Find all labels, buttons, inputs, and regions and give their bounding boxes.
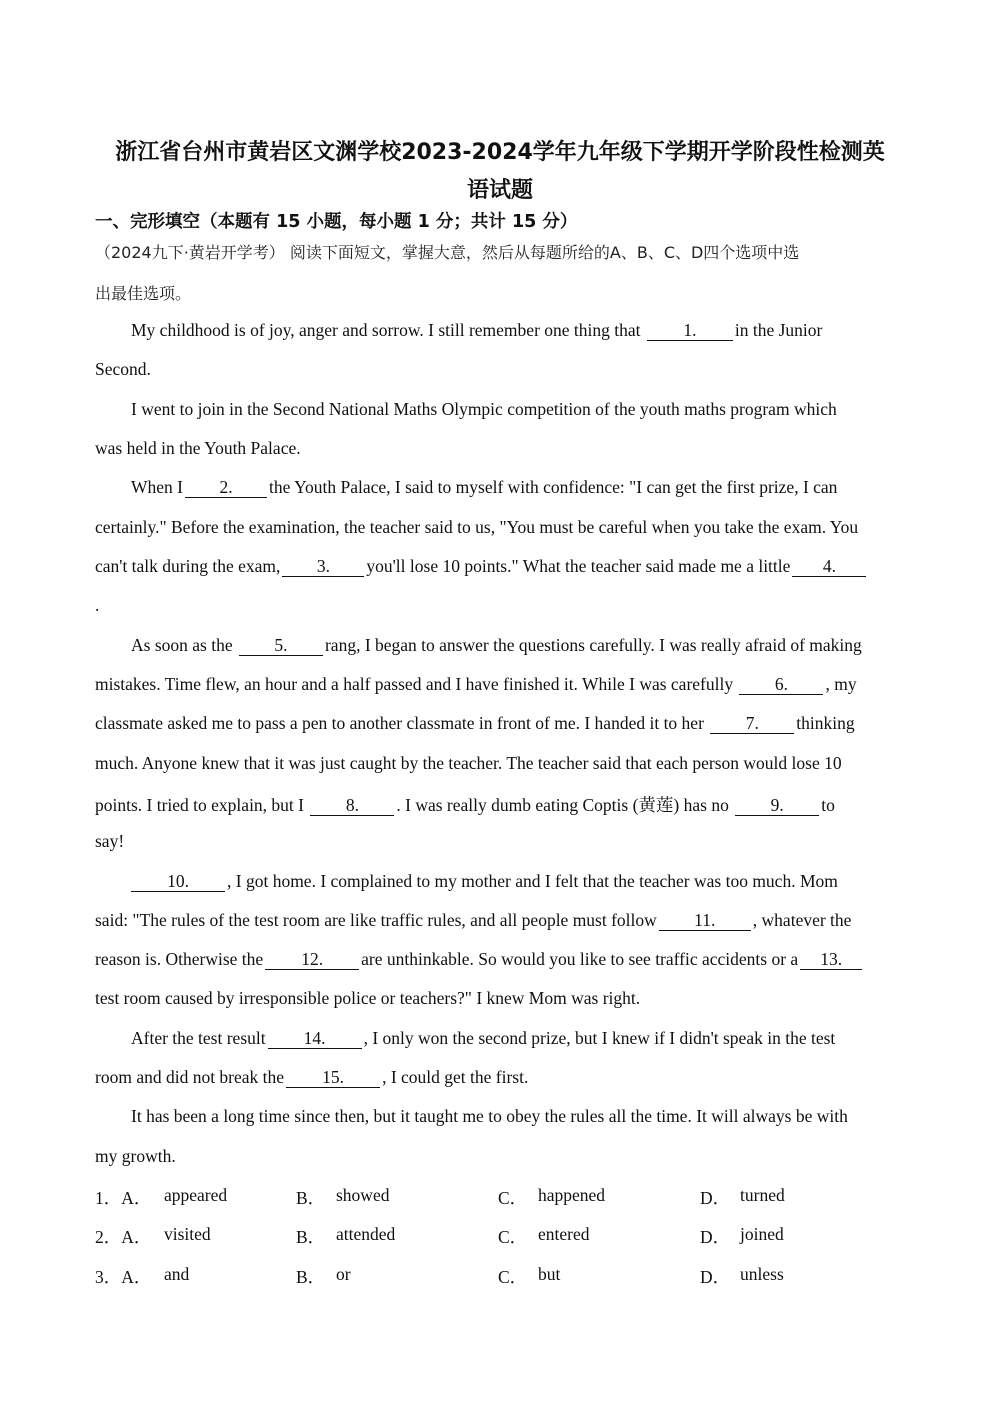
option-d-label: D．	[700, 1227, 731, 1247]
passage-line	[95, 792, 910, 817]
title-line-2: 语试题	[466, 178, 533, 203]
passage-text: points. I tried to explain, but I	[95, 795, 304, 815]
blank-6: 6.	[739, 675, 823, 695]
passage-text: , my	[825, 674, 857, 694]
option-b[interactable]: attended	[336, 1224, 396, 1244]
option-number: 3．A．	[95, 1267, 152, 1287]
question-options-2	[95, 1224, 905, 1248]
question-options-1	[95, 1185, 905, 1209]
blank-3: 3.	[282, 557, 364, 577]
option-b[interactable]: showed	[336, 1185, 390, 1205]
passage-line: was held in the Youth Palace.	[95, 438, 301, 458]
passage-line	[131, 477, 946, 498]
option-a[interactable]: visited	[164, 1224, 211, 1244]
blank-13: 13.	[800, 950, 862, 970]
blank-8: 8.	[310, 796, 394, 816]
section-heading: 一、完形填空（本题有 15 小题，每小题 1 分；共计 15 分）	[95, 212, 578, 232]
option-a[interactable]: and	[164, 1264, 190, 1284]
passage-text: can't talk during the exam,	[95, 556, 281, 576]
passage-text: As soon as the	[131, 635, 233, 655]
passage-text: said: "The rules of the test room are like traffic rules, and all people must follow	[95, 910, 657, 930]
passage-text: . I was really dumb eating Coptis (黄莲) has no	[396, 795, 729, 815]
option-b-label: B．	[296, 1188, 326, 1208]
passage-text: rang, I began to answer the questions carefully. I was really afraid of making	[324, 635, 862, 655]
blank-11: 11.	[659, 911, 751, 931]
passage-line	[95, 556, 910, 577]
passage-text: My childhood is of joy, anger and sorrow. I still remember one thing that	[131, 320, 641, 340]
passage-text: room and did not break the	[95, 1067, 285, 1087]
blank-7: 7.	[710, 714, 794, 734]
blank-4: 4.	[792, 557, 866, 577]
passage-text: reason is. Otherwise the	[95, 949, 264, 969]
option-d-label: D．	[700, 1267, 731, 1287]
exam-title	[95, 134, 905, 210]
passage-text: in the Junior	[734, 320, 823, 340]
passage-line: test room caused by irresponsible police or teachers?" I knew Mom was right.	[95, 988, 641, 1008]
passage-line: say!	[95, 831, 125, 851]
option-b[interactable]: or	[336, 1264, 351, 1284]
passage-line: Second.	[95, 359, 151, 379]
passage-line	[95, 949, 910, 970]
passage-line: my growth.	[95, 1146, 176, 1166]
passage-text: classmate asked me to pass a pen to another classmate in front of me. I handed it to her	[95, 713, 704, 733]
blank-12: 12.	[265, 950, 359, 970]
passage-text: , whatever the	[752, 910, 852, 930]
passage-text: , I only won the second prize, but I knew if I didn't speak in the test	[363, 1028, 836, 1048]
blank-14: 14.	[268, 1029, 362, 1049]
passage-line	[95, 713, 910, 734]
option-c-label: C．	[498, 1188, 528, 1208]
blank-5: 5.	[239, 636, 323, 656]
passage-text: the Youth Palace, I said to myself with confidence: "I can get the first prize, I can	[269, 477, 838, 497]
passage-text: to	[821, 795, 835, 815]
passage-line	[131, 635, 946, 656]
option-b-label: B．	[296, 1227, 326, 1247]
passage-line	[131, 1028, 946, 1049]
instructions-line-1: （2024九下·黄岩开学考） 阅读下面短文，掌握大意，然后从每题所给的A、B、C、D四个选项中选	[95, 243, 800, 262]
option-c[interactable]: but	[538, 1264, 561, 1284]
blank-15: 15.	[286, 1068, 380, 1088]
passage-line	[131, 871, 946, 892]
option-c-label: C．	[498, 1227, 528, 1247]
passage-line: certainly." Before the examination, the teacher said to us, "You must be careful when you take the exam. You	[95, 517, 859, 537]
blank-1: 1.	[647, 321, 733, 341]
option-a[interactable]: appeared	[164, 1185, 228, 1205]
passage-line	[95, 910, 910, 931]
blank-10: 10.	[131, 872, 225, 892]
passage-text: thinking	[796, 713, 855, 733]
option-c-label: C．	[498, 1267, 528, 1287]
option-d[interactable]: turned	[740, 1185, 785, 1205]
instructions-line-2: 出最佳选项。	[95, 284, 192, 303]
passage-text: are unthinkable. So would you like to see traffic accidents or a	[361, 949, 799, 969]
passage-line: I went to join in the Second National Maths Olympic competition of the youth maths program which	[131, 399, 837, 419]
passage-line: It has been a long time since then, but it taught me to obey the rules all the time. It will always be with	[131, 1106, 848, 1126]
passage-text: , I got home. I complained to my mother and I felt that the teacher was too much. Mom	[227, 871, 838, 891]
option-d-label: D．	[700, 1188, 731, 1208]
option-d[interactable]: unless	[740, 1264, 784, 1284]
blank-2: 2.	[185, 478, 267, 498]
option-c[interactable]: happened	[538, 1185, 606, 1205]
passage-line	[95, 674, 910, 695]
option-d[interactable]: joined	[740, 1224, 784, 1244]
passage-text: you'll lose 10 points." What the teacher said made me a little	[366, 556, 791, 576]
passage-text: When I	[131, 477, 183, 497]
passage-text: mistakes. Time flew, an hour and a half passed and I have finished it. While I was carefully	[95, 674, 734, 694]
passage-text: , I could get the first.	[382, 1067, 529, 1087]
question-options-3	[95, 1264, 905, 1288]
passage-line: .	[95, 595, 100, 615]
passage-line: much. Anyone knew that it was just caught by the teacher. The teacher said that each person would lose 10	[95, 753, 842, 773]
option-b-label: B．	[296, 1267, 326, 1287]
option-number: 1．A．	[95, 1188, 152, 1208]
blank-9: 9.	[735, 796, 819, 816]
passage-line	[131, 320, 946, 341]
passage-line	[95, 1067, 910, 1088]
option-c[interactable]: entered	[538, 1224, 590, 1244]
title-line-1: 浙江省台州市黄岩区文渊学校2023-2024学年九年级下学期开学阶段性检测英	[115, 140, 885, 165]
option-number: 2．A．	[95, 1227, 152, 1247]
passage-text: After the test result	[131, 1028, 266, 1048]
